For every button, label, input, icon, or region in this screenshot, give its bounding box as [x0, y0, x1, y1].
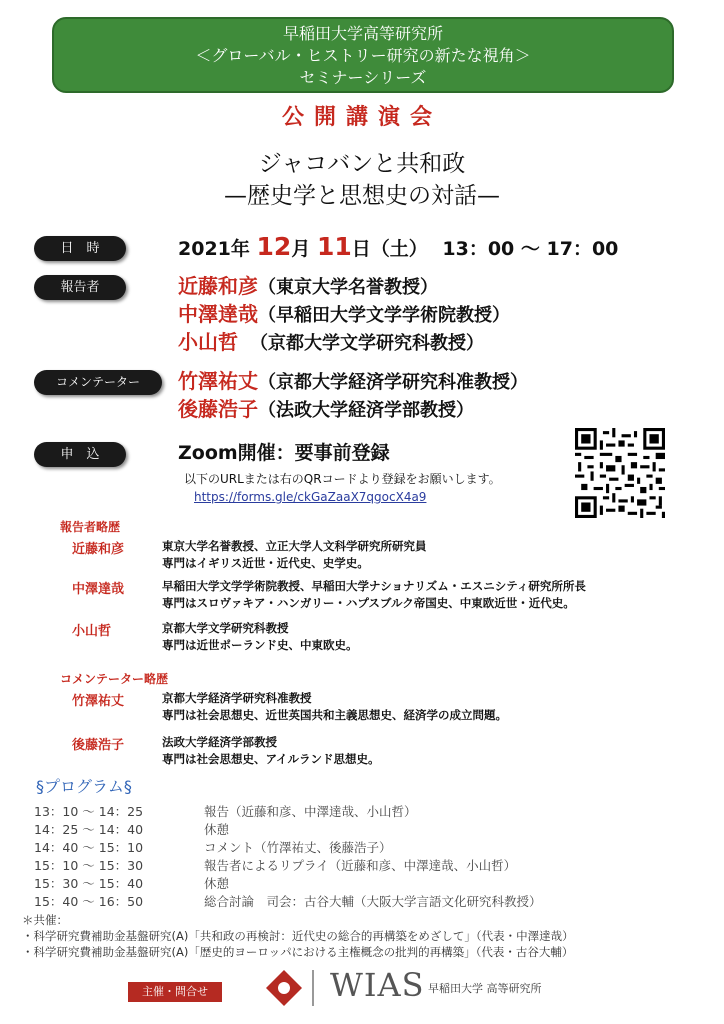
cosponsor-item: ・科学研究費補助金基盤研究(A)「共和政の再検討：近代史の総合的再構築をめざして」（代表・中澤達哉）: [22, 929, 574, 943]
speaker-affiliation: （京都大学文学研究科教授）: [250, 333, 484, 354]
commentator-row: [178, 395, 474, 425]
apply-headline: Zoom開催：要事前登録: [178, 442, 390, 464]
organizer-badge: 主催・問合せ: [128, 982, 222, 1002]
bio-text: [162, 620, 358, 654]
wias-logo-icon: [262, 968, 322, 1008]
commentator-name: 後藤浩子: [178, 397, 258, 421]
bio-line: 京都大学経済学研究科准教授: [162, 691, 312, 705]
speakers-bio-heading: 報告者略歴: [60, 520, 121, 534]
commentator-affiliation: （法政大学経済学部教授）: [258, 400, 474, 421]
bio-line: 専門は近世ポーランド史、中東欧史。: [162, 638, 358, 652]
program-time: 15：10 ～ 15：30: [34, 858, 144, 873]
bio-name: 中澤達哉: [72, 582, 125, 597]
program-desc: 報告（近藤和彦、中澤達哉、小山哲）: [204, 804, 417, 819]
program-title: §プログラム§: [36, 777, 132, 796]
bio-line: 法政大学経済学部教授: [162, 735, 277, 749]
bio-line: 京都大学文学研究科教授: [162, 621, 289, 635]
program-desc: 休憩: [204, 822, 230, 837]
date-month: 12: [256, 232, 292, 261]
wias-logo-text: WIAS: [330, 966, 425, 1004]
speaker-row: [178, 328, 484, 358]
organizer-name: 早稲田大学 高等研究所: [428, 982, 542, 995]
program-desc: 総合討論 司会：古谷大輔（大阪大学言語文化研究科教授）: [204, 894, 542, 909]
date-day-unit: 日（土）: [351, 238, 428, 260]
bio-name: 小山哲: [72, 624, 112, 639]
program-time: 14：25 ～ 14：40: [34, 822, 144, 837]
qr-code-icon[interactable]: [575, 428, 665, 518]
cosponsor-heading: ＊共催：: [22, 913, 68, 927]
date-year: 2021年: [178, 238, 250, 260]
program-time: 15：30 ～ 15：40: [34, 876, 144, 891]
bio-text: [162, 578, 586, 612]
commentators-label: コメンテーター: [34, 370, 162, 395]
speaker-affiliation: （東京大学名誉教授）: [258, 277, 438, 298]
commentator-name: 竹澤祐丈: [178, 369, 258, 393]
apply-note: 以下のURLまたは右のQRコードより登録をお願いします。: [184, 472, 501, 486]
speaker-name: 小山哲: [178, 330, 238, 354]
bio-line: 専門は社会思想史、近世英国共和主義思想史、経済学の成立問題。: [162, 708, 507, 722]
bio-text: [162, 538, 427, 572]
bio-text: [162, 734, 379, 768]
program-time: 14：40 ～ 15：10: [34, 840, 144, 855]
speaker-affiliation: （早稲田大学文学学術院教授）: [258, 305, 510, 326]
date-time: 13：00 ～ 17：00: [442, 238, 619, 260]
header-line-2: ＜グローバル・ヒストリー研究の新たな視角＞: [195, 46, 531, 65]
bio-line: 早稲田大学文学学術院教授、早稲田大学ナショナリズム・エスニシティ研究所所長: [162, 579, 586, 593]
public-lecture-title: 公開講演会: [281, 105, 442, 130]
bio-line: 専門はスロヴァキア・ハンガリー・ハプスブルク帝国史、中東欧近世・近代史。: [162, 596, 575, 610]
event-date: [178, 232, 618, 261]
bio-text: [162, 690, 507, 724]
registration-link[interactable]: https://forms.gle/ckGaZaaX7qgocX4a9: [194, 490, 427, 504]
speaker-name: 近藤和彦: [178, 274, 258, 298]
speakers-label: 報告者: [34, 275, 126, 300]
speaker-name: 中澤達哉: [178, 302, 258, 326]
program-desc: 休憩: [204, 876, 230, 891]
program-desc: コメント（竹澤祐丈、後藤浩子）: [204, 840, 392, 855]
commentator-row: [178, 367, 528, 397]
program-time: 13：10 ～ 14：25: [34, 804, 144, 819]
bio-line: 専門は社会思想史、アイルランド思想史。: [162, 752, 380, 766]
header-line-1: 早稲田大学高等研究所: [282, 24, 443, 43]
header-line-3: セミナーシリーズ: [299, 68, 427, 87]
commentator-affiliation: （京都大学経済学研究科准教授）: [258, 372, 528, 393]
header-banner: [52, 17, 674, 93]
bio-line: 専門はイギリス近世・近代史、史学史。: [162, 556, 369, 570]
date-day: 11: [316, 232, 352, 261]
main-title-line-1: ジャコバンと共和政: [258, 151, 466, 177]
main-title-line-2: —歴史学と思想史の対話—: [224, 183, 500, 209]
speaker-row: [178, 272, 438, 302]
apply-label: 申 込: [34, 442, 126, 467]
bio-line: 東京大学名誉教授、立正大学人文科学研究所研究員: [162, 539, 427, 553]
bio-name: 近藤和彦: [72, 542, 125, 557]
cosponsor-item: ・科学研究費補助金基盤研究(A)「歴史的ヨーロッパにおける主権概念の批判的再構築」（代表・古谷大輔）: [22, 945, 574, 959]
commentators-bio-heading: コメンテーター略歴: [60, 672, 169, 686]
date-label: 日 時: [34, 236, 126, 261]
program-time: 15：40 ～ 16：50: [34, 894, 144, 909]
bio-name: 後藤浩子: [72, 738, 125, 753]
speaker-row: [178, 300, 510, 330]
bio-name: 竹澤祐丈: [72, 694, 125, 709]
program-desc: 報告者によるリプライ（近藤和彦、中澤達哉、小山哲）: [204, 858, 517, 873]
date-month-unit: 月: [291, 238, 311, 260]
